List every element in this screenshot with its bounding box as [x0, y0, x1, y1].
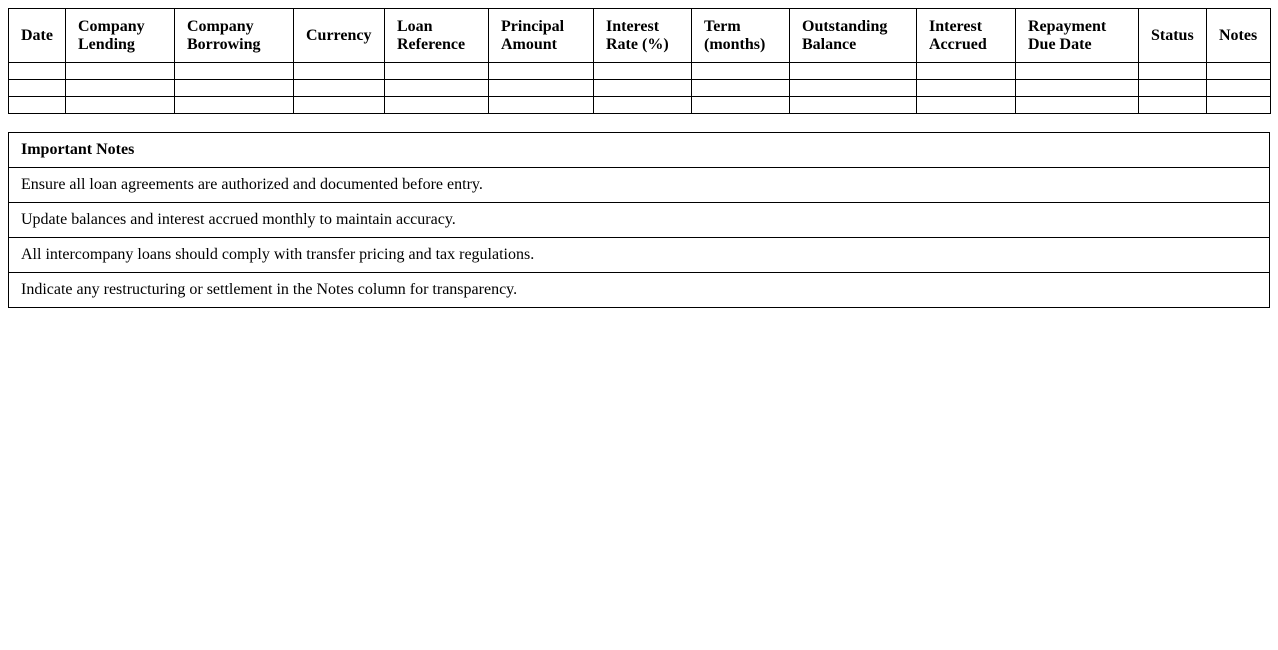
- table-cell[interactable]: [790, 97, 917, 114]
- note-row: [9, 203, 1270, 238]
- table-cell[interactable]: [489, 63, 594, 80]
- table-cell[interactable]: [790, 80, 917, 97]
- column-header-notes: Notes: [1207, 9, 1271, 63]
- note-text: Ensure all loan agreements are authorized and documented before entry.: [9, 168, 1270, 203]
- note-text: Update balances and interest accrued monthly to maintain accuracy.: [9, 203, 1270, 238]
- column-header-company-borrowing: Company Borrowing: [175, 9, 294, 63]
- note-row: [9, 168, 1270, 203]
- table-cell[interactable]: [1207, 63, 1271, 80]
- column-header-date: Date: [9, 9, 66, 63]
- column-header-loan-reference: Loan Reference: [385, 9, 489, 63]
- table-row: [9, 80, 1271, 97]
- table-cell[interactable]: [1016, 97, 1139, 114]
- table-body: [9, 63, 1271, 114]
- table-cell[interactable]: [294, 63, 385, 80]
- table-cell[interactable]: [917, 80, 1016, 97]
- table-cell[interactable]: [9, 80, 66, 97]
- table-cell[interactable]: [294, 97, 385, 114]
- table-cell[interactable]: [66, 63, 175, 80]
- document-body: [8, 8, 1270, 308]
- column-header-outstanding-balance: Outstanding Balance: [790, 9, 917, 63]
- table-cell[interactable]: [9, 97, 66, 114]
- column-header-principal-amount: Principal Amount: [489, 9, 594, 63]
- table-cell[interactable]: [175, 63, 294, 80]
- column-header-status: Status: [1139, 9, 1207, 63]
- column-header-term: Term (months): [692, 9, 790, 63]
- column-header-company-lending: Company Lending: [66, 9, 175, 63]
- table-cell[interactable]: [917, 97, 1016, 114]
- table-cell[interactable]: [175, 80, 294, 97]
- table-cell[interactable]: [1016, 63, 1139, 80]
- table-cell[interactable]: [692, 80, 790, 97]
- table-cell[interactable]: [385, 63, 489, 80]
- table-cell[interactable]: [917, 63, 1016, 80]
- column-header-interest-accrued: Interest Accrued: [917, 9, 1016, 63]
- table-cell[interactable]: [489, 80, 594, 97]
- table-cell[interactable]: [489, 97, 594, 114]
- table-cell[interactable]: [1139, 63, 1207, 80]
- table-cell[interactable]: [385, 80, 489, 97]
- table-cell[interactable]: [1207, 80, 1271, 97]
- table-cell[interactable]: [1139, 80, 1207, 97]
- intercompany-loan-table: [8, 8, 1271, 114]
- table-cell[interactable]: [66, 97, 175, 114]
- table-cell[interactable]: [1016, 80, 1139, 97]
- table-cell[interactable]: [1139, 97, 1207, 114]
- table-row: [9, 97, 1271, 114]
- column-header-repayment-due-date: Repayment Due Date: [1016, 9, 1139, 63]
- table-cell[interactable]: [294, 80, 385, 97]
- table-cell[interactable]: [594, 63, 692, 80]
- note-row: [9, 273, 1270, 308]
- table-header-row: [9, 9, 1271, 63]
- notes-title: Important Notes: [9, 133, 1270, 168]
- note-text: Indicate any restructuring or settlement in the Notes column for transparency.: [9, 273, 1270, 308]
- table-cell[interactable]: [175, 97, 294, 114]
- table-cell[interactable]: [9, 63, 66, 80]
- column-header-currency: Currency: [294, 9, 385, 63]
- table-cell[interactable]: [66, 80, 175, 97]
- table-cell[interactable]: [594, 97, 692, 114]
- notes-header-row: [9, 133, 1270, 168]
- table-cell[interactable]: [692, 63, 790, 80]
- table-cell[interactable]: [692, 97, 790, 114]
- table-cell[interactable]: [790, 63, 917, 80]
- note-row: [9, 238, 1270, 273]
- note-text: All intercompany loans should comply with transfer pricing and tax regulations.: [9, 238, 1270, 273]
- table-cell[interactable]: [385, 97, 489, 114]
- table-row: [9, 63, 1271, 80]
- important-notes-table: [8, 132, 1270, 308]
- column-header-interest-rate: Interest Rate (%): [594, 9, 692, 63]
- table-cell[interactable]: [1207, 97, 1271, 114]
- table-cell[interactable]: [594, 80, 692, 97]
